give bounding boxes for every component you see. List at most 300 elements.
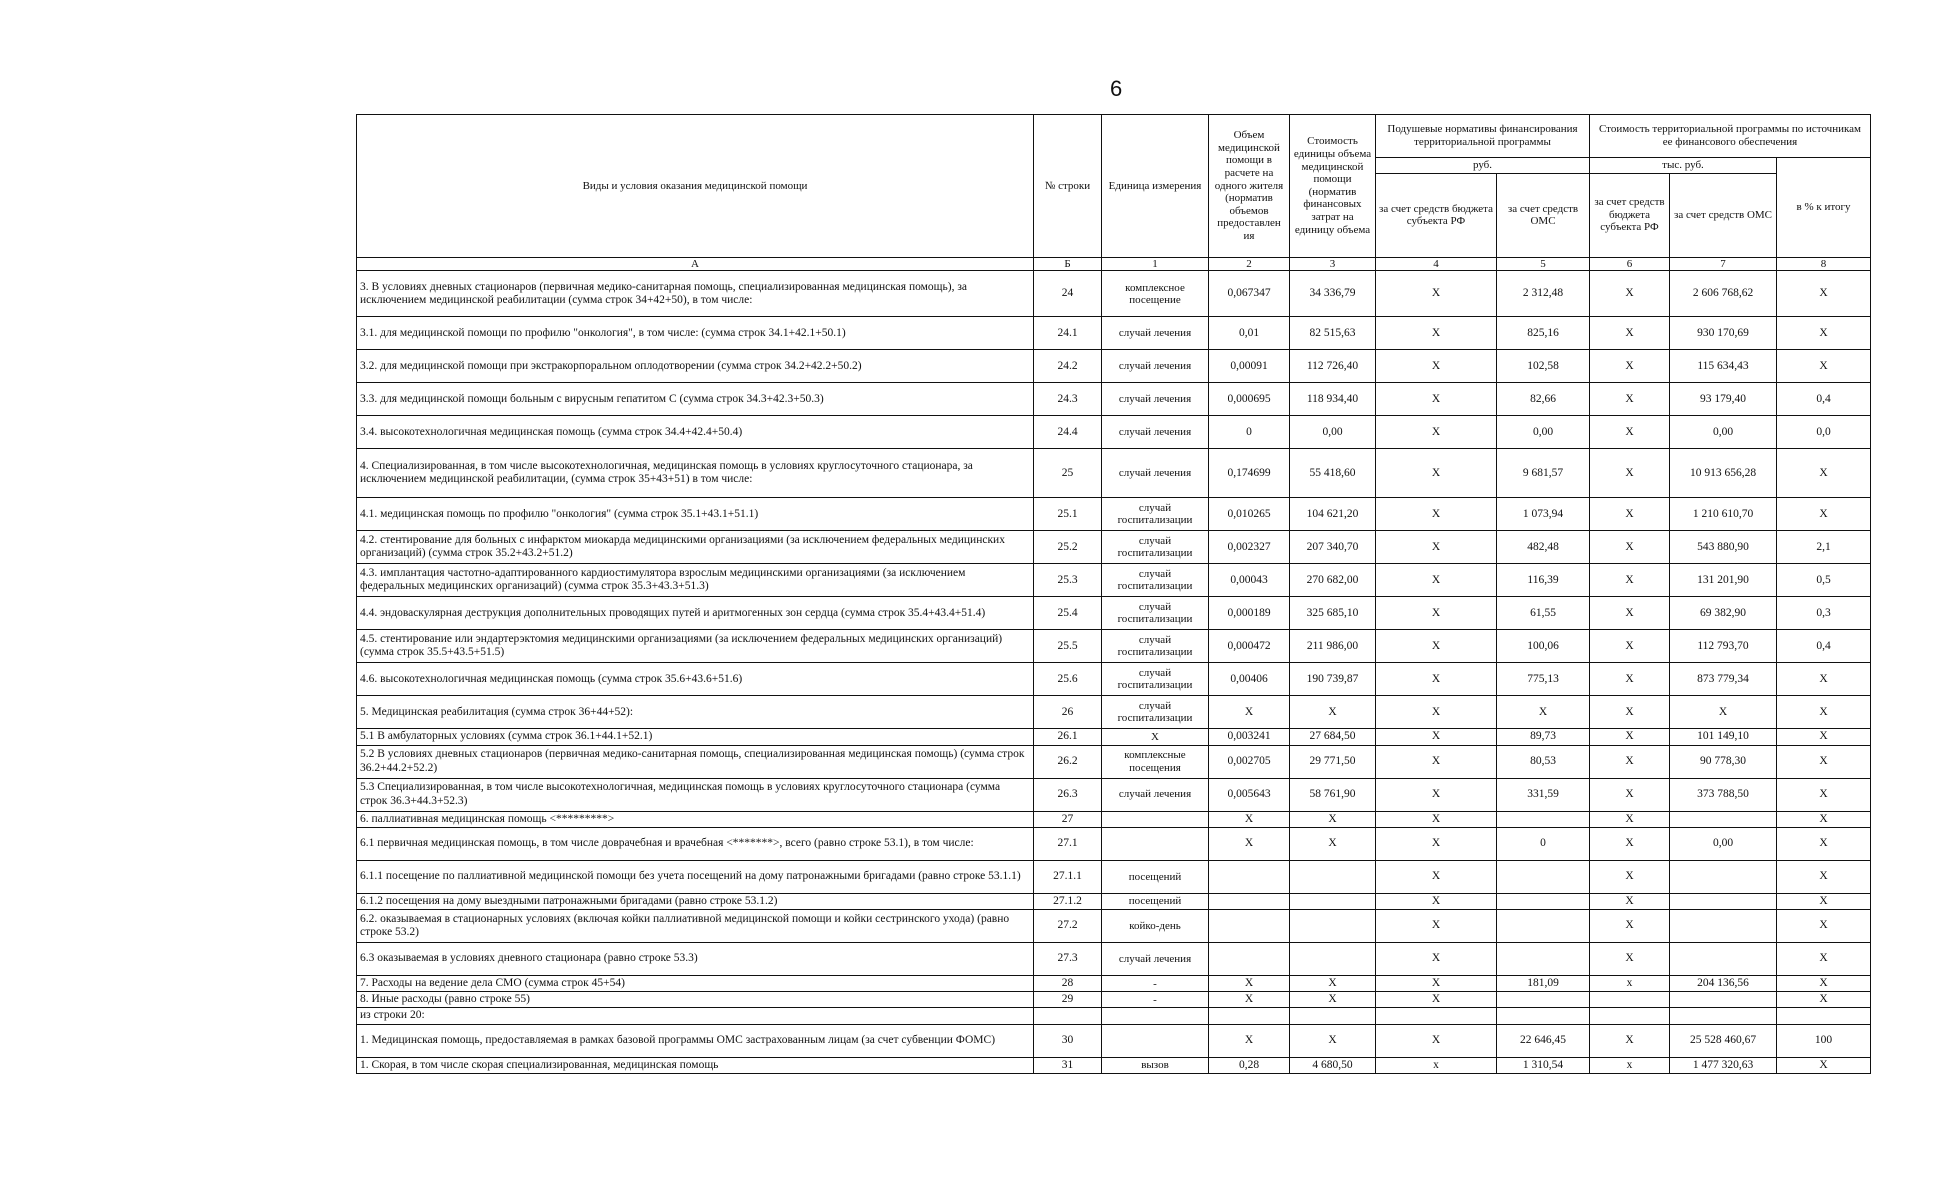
cell-volume-norm: 0,28 bbox=[1209, 1057, 1290, 1073]
cell-description: 5.2 В условиях дневных стационаров (первичная медико-санитарная помощь, специализированная медицинская помощь) (сумма строк 36.2+44.2+52.2) bbox=[357, 745, 1034, 778]
cell-oms-thousand: 101 149,10 bbox=[1670, 729, 1777, 745]
cell-volume-norm bbox=[1209, 893, 1290, 909]
cell-budget-rub: X bbox=[1376, 531, 1497, 564]
cell-oms-rub: 22 646,45 bbox=[1497, 1024, 1590, 1057]
table-body bbox=[357, 271, 1871, 1074]
cell-description: 3.4. высокотехнологичная медицинская помощь (сумма строк 34.4+42.4+50.4) bbox=[357, 416, 1034, 449]
cell-description: 4.4. эндоваскулярная деструкция дополнительных проводящих путей и аритмогенных зон сердца (сумма строк 35.4+43.4+51.4) bbox=[357, 597, 1034, 630]
cell-budget-thousand: X bbox=[1590, 827, 1670, 860]
cell-oms-rub: 1 073,94 bbox=[1497, 498, 1590, 531]
cell-budget-thousand: X bbox=[1590, 531, 1670, 564]
cell-volume-norm bbox=[1209, 909, 1290, 942]
cell-budget-rub: X bbox=[1376, 317, 1497, 350]
cell-oms-rub: 61,55 bbox=[1497, 597, 1590, 630]
cell-unit-cost: 58 761,90 bbox=[1290, 778, 1376, 811]
cell-oms-rub: 82,66 bbox=[1497, 383, 1590, 416]
cell-oms-thousand: X bbox=[1670, 696, 1777, 729]
cell-budget-rub: X bbox=[1376, 827, 1497, 860]
table-row bbox=[357, 1057, 1871, 1073]
cell-volume-norm bbox=[1209, 860, 1290, 893]
cell-percent-total: 0,4 bbox=[1777, 383, 1871, 416]
cell-oms-rub: 0,00 bbox=[1497, 416, 1590, 449]
table-row bbox=[357, 975, 1871, 991]
table-row bbox=[357, 350, 1871, 383]
cell-oms-thousand: 10 913 656,28 bbox=[1670, 449, 1777, 498]
cell-row-number: 24.4 bbox=[1034, 416, 1102, 449]
cell-budget-thousand bbox=[1590, 992, 1670, 1008]
cell-description: 6. паллиативная медицинская помощь <*********> bbox=[357, 811, 1034, 827]
cell-unit-cost: 34 336,79 bbox=[1290, 271, 1376, 317]
cell-volume-norm: 0,002705 bbox=[1209, 745, 1290, 778]
cell-description: 6.1.2 посещения на дому выездными патронажными бригадами (равно строке 53.1.2) bbox=[357, 893, 1034, 909]
cell-oms-thousand: 543 880,90 bbox=[1670, 531, 1777, 564]
cell-budget-thousand: X bbox=[1590, 778, 1670, 811]
cell-row-number: 26.2 bbox=[1034, 745, 1102, 778]
cell-unit-cost bbox=[1290, 942, 1376, 975]
cell-percent-total: 0,5 bbox=[1777, 564, 1871, 597]
cell-row-number: 25.4 bbox=[1034, 597, 1102, 630]
cell-percent-total: X bbox=[1777, 827, 1871, 860]
cell-unit: X bbox=[1102, 729, 1209, 745]
cell-row-number: 27 bbox=[1034, 811, 1102, 827]
table-row bbox=[357, 1008, 1871, 1024]
cell-budget-thousand: X bbox=[1590, 317, 1670, 350]
cell-unit: случай госпитализации bbox=[1102, 498, 1209, 531]
cell-percent-total: X bbox=[1777, 449, 1871, 498]
cell-unit: случай лечения bbox=[1102, 778, 1209, 811]
cell-oms-thousand: 90 778,30 bbox=[1670, 745, 1777, 778]
cell-oms-thousand: 93 179,40 bbox=[1670, 383, 1777, 416]
cell-unit: случай лечения bbox=[1102, 383, 1209, 416]
cell-volume-norm: 0,067347 bbox=[1209, 271, 1290, 317]
cell-volume-norm: X bbox=[1209, 1024, 1290, 1057]
cell-percent-total: X bbox=[1777, 992, 1871, 1008]
header-unit-thousand-rub: тыс. руб. bbox=[1590, 158, 1777, 174]
cell-unit-cost: X bbox=[1290, 1024, 1376, 1057]
cell-description: 5.3 Специализированная, в том числе высокотехнологичная, медицинская помощь в условиях круглосуточного стационара (сумма строк 36.3+44.3+52.3) bbox=[357, 778, 1034, 811]
cell-unit-cost: 104 621,20 bbox=[1290, 498, 1376, 531]
cell-unit-cost: 0,00 bbox=[1290, 416, 1376, 449]
cell-percent-total: 0,0 bbox=[1777, 416, 1871, 449]
cell-unit-cost: X bbox=[1290, 975, 1376, 991]
cell-oms-thousand bbox=[1670, 992, 1777, 1008]
header-percent-total: в % к итогу bbox=[1777, 158, 1871, 258]
cell-budget-thousand: X bbox=[1590, 1024, 1670, 1057]
cell-oms-thousand: 204 136,56 bbox=[1670, 975, 1777, 991]
cell-percent-total: X bbox=[1777, 350, 1871, 383]
cell-unit: случай лечения bbox=[1102, 317, 1209, 350]
cell-budget-thousand: X bbox=[1590, 745, 1670, 778]
header-types-of-care: Виды и условия оказания медицинской помощи bbox=[357, 115, 1034, 258]
cell-oms-rub: 181,09 bbox=[1497, 975, 1590, 991]
cell-volume-norm: 0,000695 bbox=[1209, 383, 1290, 416]
financing-table bbox=[356, 114, 1871, 1074]
cell-unit: случай госпитализации bbox=[1102, 564, 1209, 597]
cell-oms-rub: 825,16 bbox=[1497, 317, 1590, 350]
cell-unit: - bbox=[1102, 992, 1209, 1008]
cell-volume-norm: 0 bbox=[1209, 416, 1290, 449]
cell-unit-cost: X bbox=[1290, 811, 1376, 827]
column-letter: 2 bbox=[1209, 257, 1290, 271]
cell-unit-cost: X bbox=[1290, 827, 1376, 860]
cell-row-number: 26.3 bbox=[1034, 778, 1102, 811]
cell-description: 3.1. для медицинской помощи по профилю "онкология", в том числе: (сумма строк 34.1+42.1+50.1) bbox=[357, 317, 1034, 350]
cell-row-number: 25.6 bbox=[1034, 663, 1102, 696]
cell-unit-cost: X bbox=[1290, 992, 1376, 1008]
cell-budget-rub: X bbox=[1376, 696, 1497, 729]
cell-oms-thousand bbox=[1670, 893, 1777, 909]
cell-unit: вызов bbox=[1102, 1057, 1209, 1073]
cell-volume-norm: 0,01 bbox=[1209, 317, 1290, 350]
cell-unit-cost bbox=[1290, 860, 1376, 893]
table-row bbox=[357, 383, 1871, 416]
table-row bbox=[357, 449, 1871, 498]
cell-unit: случай госпитализации bbox=[1102, 531, 1209, 564]
table-row bbox=[357, 663, 1871, 696]
cell-row-number: 25 bbox=[1034, 449, 1102, 498]
cell-volume-norm: 0,010265 bbox=[1209, 498, 1290, 531]
cell-percent-total: X bbox=[1777, 498, 1871, 531]
cell-unit-cost: 4 680,50 bbox=[1290, 1057, 1376, 1073]
cell-row-number bbox=[1034, 1008, 1102, 1024]
cell-oms-rub bbox=[1497, 942, 1590, 975]
cell-oms-rub bbox=[1497, 811, 1590, 827]
cell-unit: случай лечения bbox=[1102, 416, 1209, 449]
table-row bbox=[357, 729, 1871, 745]
cell-budget-thousand: X bbox=[1590, 729, 1670, 745]
table-row bbox=[357, 416, 1871, 449]
cell-percent-total: 0,4 bbox=[1777, 630, 1871, 663]
cell-percent-total: X bbox=[1777, 860, 1871, 893]
cell-unit: койко-день bbox=[1102, 909, 1209, 942]
cell-volume-norm: X bbox=[1209, 696, 1290, 729]
cell-oms-rub: 331,59 bbox=[1497, 778, 1590, 811]
cell-oms-rub: 9 681,57 bbox=[1497, 449, 1590, 498]
cell-budget-rub: X bbox=[1376, 449, 1497, 498]
cell-oms-rub: 482,48 bbox=[1497, 531, 1590, 564]
table-header bbox=[357, 115, 1871, 271]
cell-percent-total: X bbox=[1777, 271, 1871, 317]
cell-volume-norm: 0,000189 bbox=[1209, 597, 1290, 630]
cell-oms-thousand: 69 382,90 bbox=[1670, 597, 1777, 630]
cell-unit bbox=[1102, 1024, 1209, 1057]
cell-budget-rub: X bbox=[1376, 498, 1497, 531]
cell-oms-thousand: 873 779,34 bbox=[1670, 663, 1777, 696]
cell-budget-rub: X bbox=[1376, 630, 1497, 663]
cell-unit: случай госпитализации bbox=[1102, 696, 1209, 729]
cell-budget-rub: X bbox=[1376, 975, 1497, 991]
cell-budget-rub: X bbox=[1376, 350, 1497, 383]
cell-oms-thousand: 930 170,69 bbox=[1670, 317, 1777, 350]
header-unit-cost: Стоимость единицы объема медицинской помощи (норматив финансовых затрат на единицу объема bbox=[1290, 115, 1376, 258]
cell-percent-total: X bbox=[1777, 893, 1871, 909]
cell-oms-thousand: 115 634,43 bbox=[1670, 350, 1777, 383]
cell-percent-total: X bbox=[1777, 942, 1871, 975]
column-letter: 8 bbox=[1777, 257, 1871, 271]
cell-oms-thousand: 112 793,70 bbox=[1670, 630, 1777, 663]
table-row bbox=[357, 531, 1871, 564]
cell-budget-rub: X bbox=[1376, 860, 1497, 893]
cell-volume-norm: 0,00043 bbox=[1209, 564, 1290, 597]
cell-row-number: 26.1 bbox=[1034, 729, 1102, 745]
cell-row-number: 29 bbox=[1034, 992, 1102, 1008]
cell-unit: случай госпитализации bbox=[1102, 597, 1209, 630]
table-row bbox=[357, 630, 1871, 663]
cell-percent-total: X bbox=[1777, 696, 1871, 729]
cell-unit bbox=[1102, 1008, 1209, 1024]
cell-budget-rub: X bbox=[1376, 729, 1497, 745]
cell-oms-rub: 116,39 bbox=[1497, 564, 1590, 597]
cell-oms-rub: X bbox=[1497, 696, 1590, 729]
cell-row-number: 27.1.2 bbox=[1034, 893, 1102, 909]
cell-unit-cost: 29 771,50 bbox=[1290, 745, 1376, 778]
cell-unit-cost: 207 340,70 bbox=[1290, 531, 1376, 564]
cell-unit: комплексные посещения bbox=[1102, 745, 1209, 778]
cell-oms-rub bbox=[1497, 992, 1590, 1008]
cell-description: 4.3. имплантация частотно-адаптированного кардиостимулятора взрослым медицинскими организациями (за исключением федеральных медицинских организаций) (сумма строк 35.3+43.3+51.3) bbox=[357, 564, 1034, 597]
cell-oms-thousand bbox=[1670, 860, 1777, 893]
cell-unit: случай лечения bbox=[1102, 449, 1209, 498]
column-letters-row bbox=[357, 257, 1871, 271]
table-row bbox=[357, 271, 1871, 317]
cell-volume-norm: X bbox=[1209, 992, 1290, 1008]
cell-oms-rub bbox=[1497, 860, 1590, 893]
cell-oms-thousand bbox=[1670, 942, 1777, 975]
cell-row-number: 27.3 bbox=[1034, 942, 1102, 975]
column-letter: 3 bbox=[1290, 257, 1376, 271]
cell-unit-cost: X bbox=[1290, 696, 1376, 729]
column-letter: А bbox=[357, 257, 1034, 271]
cell-unit: - bbox=[1102, 975, 1209, 991]
cell-budget-thousand: X bbox=[1590, 383, 1670, 416]
cell-description: 4.5. стентирование или эндартерэктомия медицинскими организациями (за исключением федеральных медицинских организаций) (сумма строк 35.5+43.5+51.5) bbox=[357, 630, 1034, 663]
cell-volume-norm: X bbox=[1209, 811, 1290, 827]
cell-oms-thousand bbox=[1670, 811, 1777, 827]
cell-volume-norm: 0,00091 bbox=[1209, 350, 1290, 383]
cell-budget-thousand: x bbox=[1590, 1057, 1670, 1073]
cell-description: 8. Иные расходы (равно строке 55) bbox=[357, 992, 1034, 1008]
cell-budget-thousand: X bbox=[1590, 449, 1670, 498]
cell-oms-thousand: 1 210 610,70 bbox=[1670, 498, 1777, 531]
cell-oms-rub: 0 bbox=[1497, 827, 1590, 860]
cell-volume-norm: X bbox=[1209, 975, 1290, 991]
page-number: 6 bbox=[1110, 76, 1123, 101]
cell-budget-thousand bbox=[1590, 1008, 1670, 1024]
column-letter: 1 bbox=[1102, 257, 1209, 271]
cell-budget-rub: X bbox=[1376, 778, 1497, 811]
cell-budget-rub: X bbox=[1376, 893, 1497, 909]
cell-oms-rub bbox=[1497, 909, 1590, 942]
cell-budget-thousand: X bbox=[1590, 909, 1670, 942]
cell-budget-thousand: X bbox=[1590, 860, 1670, 893]
table-row bbox=[357, 564, 1871, 597]
cell-volume-norm: 0,00406 bbox=[1209, 663, 1290, 696]
cell-oms-rub: 1 310,54 bbox=[1497, 1057, 1590, 1073]
cell-description: 6.2. оказываемая в стационарных условиях (включая койки паллиативной медицинской помощи и койки сестринского ухода) (равно строке 53.2) bbox=[357, 909, 1034, 942]
cell-budget-thousand: X bbox=[1590, 893, 1670, 909]
cell-oms-thousand bbox=[1670, 1008, 1777, 1024]
header-oms-thousand: за счет средств ОМС bbox=[1670, 173, 1777, 257]
cell-oms-rub: 2 312,48 bbox=[1497, 271, 1590, 317]
cell-unit-cost: 190 739,87 bbox=[1290, 663, 1376, 696]
header-program-cost-group: Стоимость территориальной программы по источникам ее финансового обеспечения bbox=[1590, 115, 1871, 158]
cell-description: 6.1 первичная медицинская помощь, в том числе доврачебная и врачебная <*******>, всего (равно строке 53.1), в том числе: bbox=[357, 827, 1034, 860]
cell-unit: случай госпитализации bbox=[1102, 630, 1209, 663]
cell-row-number: 24 bbox=[1034, 271, 1102, 317]
cell-percent-total: X bbox=[1777, 975, 1871, 991]
cell-percent-total: X bbox=[1777, 811, 1871, 827]
table-row bbox=[357, 827, 1871, 860]
cell-volume-norm: X bbox=[1209, 827, 1290, 860]
cell-percent-total: 2,1 bbox=[1777, 531, 1871, 564]
cell-oms-rub bbox=[1497, 893, 1590, 909]
cell-volume-norm: 0,000472 bbox=[1209, 630, 1290, 663]
cell-budget-thousand: X bbox=[1590, 663, 1670, 696]
header-row-number: № строки bbox=[1034, 115, 1102, 258]
cell-row-number: 24.3 bbox=[1034, 383, 1102, 416]
cell-volume-norm bbox=[1209, 1008, 1290, 1024]
table-row bbox=[357, 745, 1871, 778]
cell-unit: случай лечения bbox=[1102, 942, 1209, 975]
cell-oms-rub: 102,58 bbox=[1497, 350, 1590, 383]
cell-unit-cost bbox=[1290, 893, 1376, 909]
cell-unit-cost: 118 934,40 bbox=[1290, 383, 1376, 416]
cell-unit-cost: 27 684,50 bbox=[1290, 729, 1376, 745]
cell-description: 3. В условиях дневных стационаров (первичная медико-санитарная помощь, специализированная медицинская помощь), за исключением медицинской реабилитации (сумма строк 34+42+50), в том числе: bbox=[357, 271, 1034, 317]
cell-budget-rub: X bbox=[1376, 383, 1497, 416]
cell-description: 3.2. для медицинской помощи при экстракорпоральном оплодотворении (сумма строк 34.2+42.2+50.2) bbox=[357, 350, 1034, 383]
cell-volume-norm: 0,005643 bbox=[1209, 778, 1290, 811]
cell-row-number: 27.1 bbox=[1034, 827, 1102, 860]
cell-unit-cost: 270 682,00 bbox=[1290, 564, 1376, 597]
cell-budget-thousand: X bbox=[1590, 271, 1670, 317]
cell-row-number: 25.1 bbox=[1034, 498, 1102, 531]
cell-description: 4.1. медицинская помощь по профилю "онкология" (сумма строк 35.1+43.1+51.1) bbox=[357, 498, 1034, 531]
cell-description: 6.3 оказываемая в условиях дневного стационара (равно строке 53.3) bbox=[357, 942, 1034, 975]
cell-row-number: 28 bbox=[1034, 975, 1102, 991]
cell-unit-cost: 325 685,10 bbox=[1290, 597, 1376, 630]
cell-unit: посещений bbox=[1102, 860, 1209, 893]
cell-row-number: 25.5 bbox=[1034, 630, 1102, 663]
cell-budget-rub: X bbox=[1376, 416, 1497, 449]
cell-budget-thousand: X bbox=[1590, 350, 1670, 383]
cell-unit: случай госпитализации bbox=[1102, 663, 1209, 696]
cell-oms-thousand bbox=[1670, 909, 1777, 942]
table-row bbox=[357, 893, 1871, 909]
cell-oms-thousand: 25 528 460,67 bbox=[1670, 1024, 1777, 1057]
cell-percent-total: 0,3 bbox=[1777, 597, 1871, 630]
cell-row-number: 27.2 bbox=[1034, 909, 1102, 942]
column-letter: 5 bbox=[1497, 257, 1590, 271]
cell-budget-rub: X bbox=[1376, 1024, 1497, 1057]
cell-description: 1. Скорая, в том числе скорая специализированная, медицинская помощь bbox=[357, 1057, 1034, 1073]
cell-description: 5. Медицинская реабилитация (сумма строк 36+44+52): bbox=[357, 696, 1034, 729]
cell-percent-total: X bbox=[1777, 317, 1871, 350]
cell-row-number: 25.3 bbox=[1034, 564, 1102, 597]
table-row bbox=[357, 1024, 1871, 1057]
column-letter: 7 bbox=[1670, 257, 1777, 271]
cell-row-number: 27.1.1 bbox=[1034, 860, 1102, 893]
cell-unit-cost bbox=[1290, 909, 1376, 942]
header-oms-rub: за счет средств ОМС bbox=[1497, 173, 1590, 257]
table-row bbox=[357, 498, 1871, 531]
header-unit-rub: руб. bbox=[1376, 158, 1590, 174]
header-budget-rub: за счет средств бюджета субъекта РФ bbox=[1376, 173, 1497, 257]
header-budget-thousand: за счет средств бюджета субъекта РФ bbox=[1590, 173, 1670, 257]
table-row bbox=[357, 992, 1871, 1008]
cell-budget-rub: X bbox=[1376, 811, 1497, 827]
cell-description: 1. Медицинская помощь, предоставляемая в рамках базовой программы ОМС застрахованным лицам (за счет субвенции ФОМС) bbox=[357, 1024, 1034, 1057]
cell-percent-total: X bbox=[1777, 729, 1871, 745]
cell-budget-rub: X bbox=[1376, 564, 1497, 597]
cell-row-number: 26 bbox=[1034, 696, 1102, 729]
cell-budget-rub: X bbox=[1376, 663, 1497, 696]
table-row bbox=[357, 597, 1871, 630]
cell-row-number: 25.2 bbox=[1034, 531, 1102, 564]
cell-budget-thousand: x bbox=[1590, 975, 1670, 991]
header-per-capita-group: Подушевые нормативы финансирования территориальной программы bbox=[1376, 115, 1590, 158]
cell-unit-cost: 55 418,60 bbox=[1290, 449, 1376, 498]
table-row bbox=[357, 811, 1871, 827]
cell-unit: посещений bbox=[1102, 893, 1209, 909]
cell-oms-rub: 775,13 bbox=[1497, 663, 1590, 696]
cell-percent-total: X bbox=[1777, 909, 1871, 942]
cell-percent-total bbox=[1777, 1008, 1871, 1024]
column-letter: 6 bbox=[1590, 257, 1670, 271]
cell-description: 7. Расходы на ведение дела СМО (сумма строк 45+54) bbox=[357, 975, 1034, 991]
cell-budget-rub bbox=[1376, 1008, 1497, 1024]
cell-unit-cost: 112 726,40 bbox=[1290, 350, 1376, 383]
table-row bbox=[357, 778, 1871, 811]
cell-description: 6.1.1 посещение по паллиативной медицинской помощи без учета посещений на дому патронажными бригадами (равно строке 53.1.1) bbox=[357, 860, 1034, 893]
cell-percent-total: X bbox=[1777, 1057, 1871, 1073]
cell-unit: комплексное посещение bbox=[1102, 271, 1209, 317]
cell-budget-rub: X bbox=[1376, 909, 1497, 942]
cell-unit bbox=[1102, 827, 1209, 860]
cell-volume-norm bbox=[1209, 942, 1290, 975]
table-row bbox=[357, 942, 1871, 975]
financing-table-sheet bbox=[356, 114, 1870, 1074]
table-row bbox=[357, 317, 1871, 350]
table-row bbox=[357, 696, 1871, 729]
cell-oms-rub: 89,73 bbox=[1497, 729, 1590, 745]
cell-row-number: 24.2 bbox=[1034, 350, 1102, 383]
cell-budget-thousand: X bbox=[1590, 498, 1670, 531]
table-row bbox=[357, 860, 1871, 893]
cell-budget-rub: X bbox=[1376, 942, 1497, 975]
cell-oms-thousand: 0,00 bbox=[1670, 416, 1777, 449]
cell-description: 4.6. высокотехнологичная медицинская помощь (сумма строк 35.6+43.6+51.6) bbox=[357, 663, 1034, 696]
cell-unit-cost bbox=[1290, 1008, 1376, 1024]
cell-description: 4.2. стентирование для больных с инфарктом миокарда медицинскими организациями (за исключением федеральных медицинских организаций) (сумма строк 35.2+43.2+51.2) bbox=[357, 531, 1034, 564]
table-row bbox=[357, 909, 1871, 942]
cell-description: 4. Специализированная, в том числе высокотехнологичная, медицинская помощь в условиях круглосуточного стационара, за исключением медицинской реабилитации, (сумма строк 35+43+51) в том числе: bbox=[357, 449, 1034, 498]
cell-volume-norm: 0,174699 bbox=[1209, 449, 1290, 498]
cell-oms-rub: 80,53 bbox=[1497, 745, 1590, 778]
cell-budget-thousand: X bbox=[1590, 416, 1670, 449]
cell-budget-rub: X bbox=[1376, 745, 1497, 778]
column-letter: Б bbox=[1034, 257, 1102, 271]
cell-description: 3.3. для медицинской помощи больным с вирусным гепатитом С (сумма строк 34.3+42.3+50.3) bbox=[357, 383, 1034, 416]
cell-row-number: 31 bbox=[1034, 1057, 1102, 1073]
cell-budget-thousand: X bbox=[1590, 597, 1670, 630]
cell-oms-thousand: 373 788,50 bbox=[1670, 778, 1777, 811]
cell-row-number: 30 bbox=[1034, 1024, 1102, 1057]
cell-unit: случай лечения bbox=[1102, 350, 1209, 383]
cell-oms-thousand: 2 606 768,62 bbox=[1670, 271, 1777, 317]
cell-percent-total: X bbox=[1777, 778, 1871, 811]
cell-unit-cost: 211 986,00 bbox=[1290, 630, 1376, 663]
